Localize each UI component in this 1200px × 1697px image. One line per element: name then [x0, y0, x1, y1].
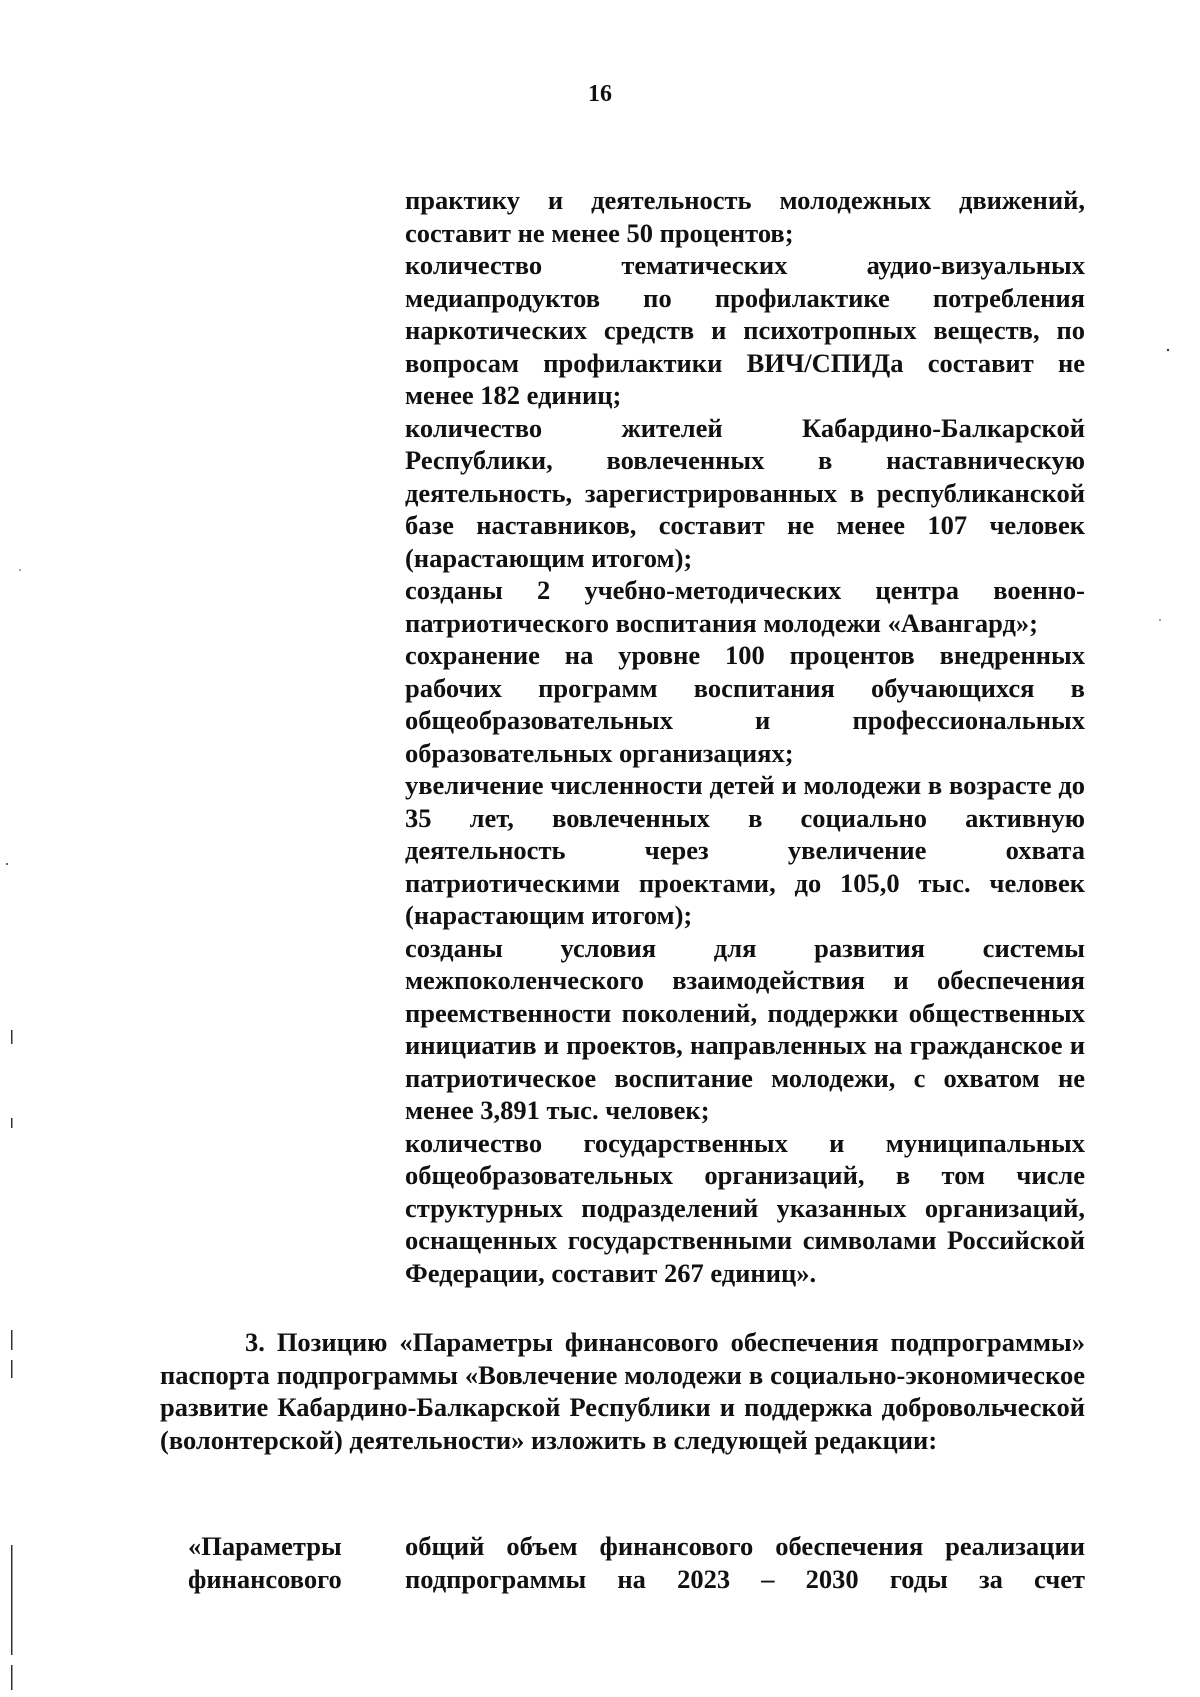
- indicator-paragraph: созданы 2 учебно-методических центра военно-патриотического воспитания молодежи «Авангард»;: [405, 575, 1085, 638]
- parameters-table-label: «Параметры финансового: [188, 1531, 342, 1594]
- scan-mark: [11, 1545, 13, 1655]
- indicator-paragraph: количество государственных и муниципальных общеобразовательных организаций, в том числе структурных подразделений указанных организаций, оснащенных государственными символами Российской Федерации, составит 267 единиц».: [405, 1127, 1085, 1288]
- item-3-section: [160, 1326, 1085, 1456]
- indicator-list: [405, 184, 1085, 1289]
- scan-mark: [11, 1360, 13, 1378]
- scan-mark: [11, 1330, 13, 1350]
- indicator-paragraph: количество жителей Кабардино-Балкарской Республики, вовлеченных в наставническую деятельность, зарегистрированных в республиканской базе наставников, составит не менее 107 человек (нарастающим итогом);: [405, 412, 1085, 573]
- parameters-table-value: общий объем финансового обеспечения реализации подпрограммы на 2023 – 2030 годы за счет: [405, 1531, 1085, 1594]
- indicator-paragraph: сохранение на уровне 100 процентов внедренных рабочих программ воспитания обучающихся в общеобразовательных и профессиональных образовательных организациях;: [405, 640, 1085, 768]
- item-3-paragraph: 3. Позицию «Параметры финансового обеспечения подпрограммы» паспорта подпрограммы «Вовлечение молодежи в социально-экономическое развитие Кабардино-Балкарской Республики и поддержка добровольческой (волонтерской) деятельности» изложить в следующей редакции:: [160, 1327, 1085, 1455]
- page-number: 16: [588, 81, 612, 107]
- indicator-paragraph: количество тематических аудио-визуальных медиапродуктов по профилактике потребления наркотических средств и психотропных веществ, по вопросам профилактики ВИЧ/СПИДа составит не менее 182 единиц;: [405, 250, 1085, 410]
- scan-mark: [19, 569, 21, 571]
- scan-mark: [1159, 619, 1161, 621]
- indicator-paragraph: практику и деятельность молодежных движений, составит не менее 50 процентов;: [405, 185, 1085, 248]
- scan-mark: [11, 1118, 13, 1128]
- indicator-paragraph: увеличение численности детей и молодежи в возрасте до 35 лет, вовлеченных в социально активную деятельность через увеличение охвата патриотическими проектами, до 105,0 тыс. человек (нарастающим итогом);: [405, 770, 1085, 930]
- scan-mark: [11, 1665, 13, 1690]
- scan-mark: [11, 1030, 13, 1044]
- indicator-paragraph: созданы условия для развития системы межпоколенческого взаимодействия и обеспечения преемственности поколений, поддержки общественных инициатив и проектов, направленных на гражданское и патриотическое воспитание молодежи, с охватом не менее 3,891 тыс. человек;: [405, 932, 1085, 1125]
- scan-mark: [1167, 349, 1169, 351]
- scan-mark: [6, 863, 8, 865]
